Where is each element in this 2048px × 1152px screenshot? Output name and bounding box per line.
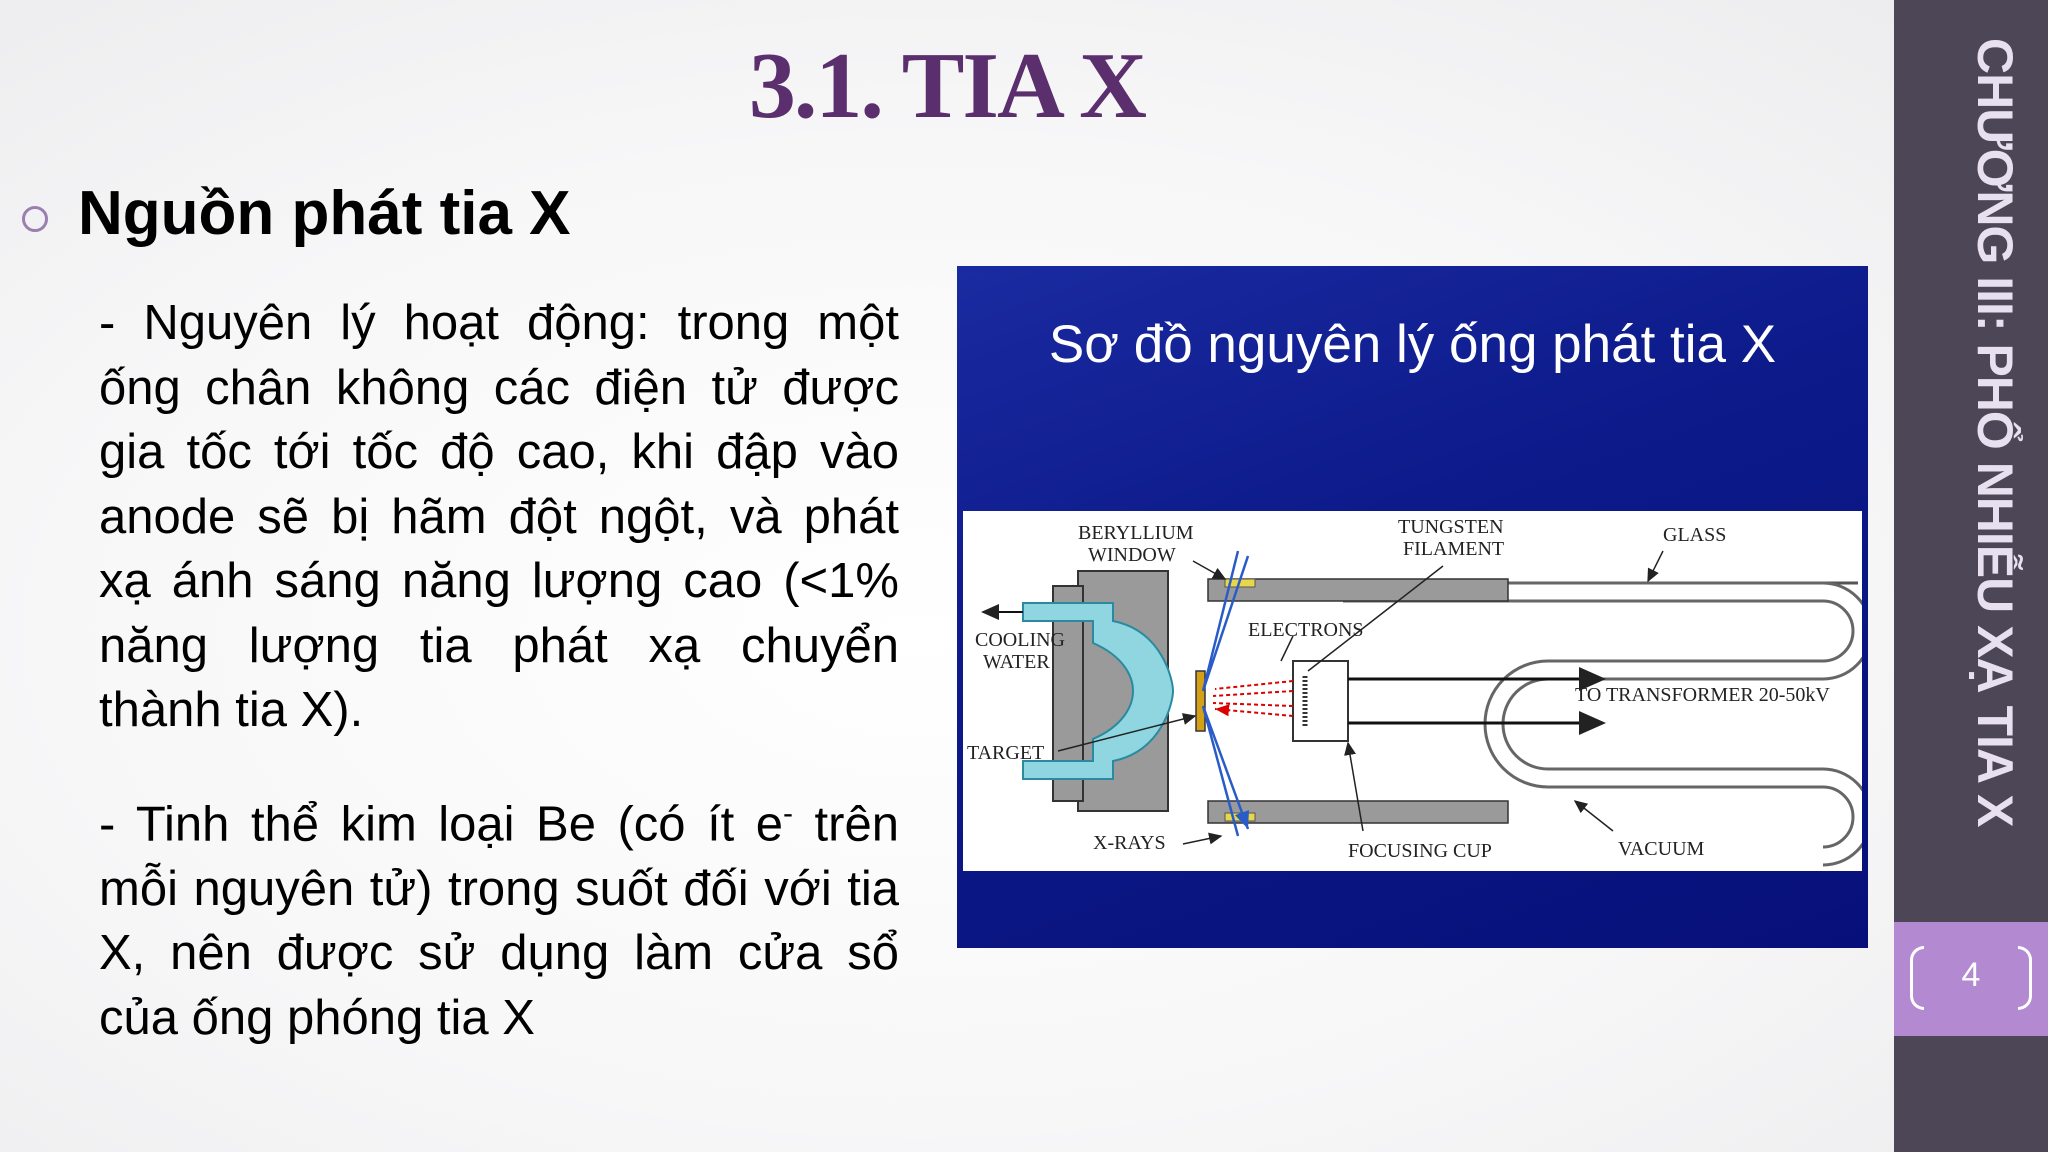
label-focusing-cup: FOCUSING CUP xyxy=(1348,840,1492,862)
xray-tube-figure xyxy=(957,266,1868,948)
label-xrays: X-RAYS xyxy=(1093,832,1166,854)
page-number-box xyxy=(1894,922,2048,1036)
bracket-right-icon xyxy=(2018,946,2032,1010)
figure-title: Sơ đồ nguyên lý ống phát tia X xyxy=(1048,315,1777,374)
leader-glass xyxy=(1648,551,1663,581)
chapter-title: CHƯƠNG III: PHỔ NHIỄU XẠ TIA X xyxy=(1967,38,2023,827)
leader-beryllium xyxy=(1193,561,1225,579)
leader-vacuum xyxy=(1575,801,1613,831)
focusing-cup xyxy=(1293,661,1348,741)
label-filament: FILAMENT xyxy=(1403,538,1505,560)
paragraph-beryllium xyxy=(99,782,899,1050)
heading-bullet xyxy=(22,178,571,249)
label-transformer: TO TRANSFORMER 20-50kV xyxy=(1575,684,1830,706)
beryllium-window-bottom xyxy=(1225,813,1255,821)
xray-tube-svg xyxy=(963,511,1862,871)
slide-title: 3.1. TIA X xyxy=(748,34,1146,138)
target-plate xyxy=(1196,671,1205,731)
label-beryllium: BERYLLIUM xyxy=(1078,522,1194,544)
label-electrons: ELECTRONS xyxy=(1248,619,1364,641)
label-target: TARGET xyxy=(967,742,1045,764)
section-heading: Nguồn phát tia X xyxy=(78,179,571,248)
label-cooling: COOLING xyxy=(975,629,1065,651)
label-tungsten: TUNGSTEN xyxy=(1398,516,1504,538)
paragraph-beryllium-part1: - Tinh thể kim loại Be (có ít e xyxy=(99,797,784,852)
label-water: WATER xyxy=(983,651,1050,673)
xray-tube-diagram xyxy=(963,511,1862,871)
bullet-circle-icon xyxy=(22,206,48,232)
label-window: WINDOW xyxy=(1088,544,1176,566)
label-vacuum: VACUUM xyxy=(1618,838,1705,860)
label-glass: GLASS xyxy=(1663,524,1727,546)
paragraph-beryllium-part2: trên mỗi nguyên tử) trong suốt đối với tia X, nên được sử dụng làm cửa sổ của ống phóng tia X xyxy=(99,797,899,1045)
paragraph-principle: - Nguyên lý hoạt động: trong một ống chân không các điện tử được gia tốc tới tốc độ cao, khi đập vào anode sẽ bị hãm đột ngột, và phát xạ ánh sáng năng lượng cao (<1% năng lượng tia phát xạ chuyển thành tia X). xyxy=(99,296,899,737)
electron-stream xyxy=(1213,681,1293,716)
electron-superscript: - xyxy=(783,797,794,830)
filament-leads xyxy=(1348,679,1563,723)
page-number: 4 xyxy=(1961,956,1981,994)
leader-xrays xyxy=(1183,836,1221,844)
